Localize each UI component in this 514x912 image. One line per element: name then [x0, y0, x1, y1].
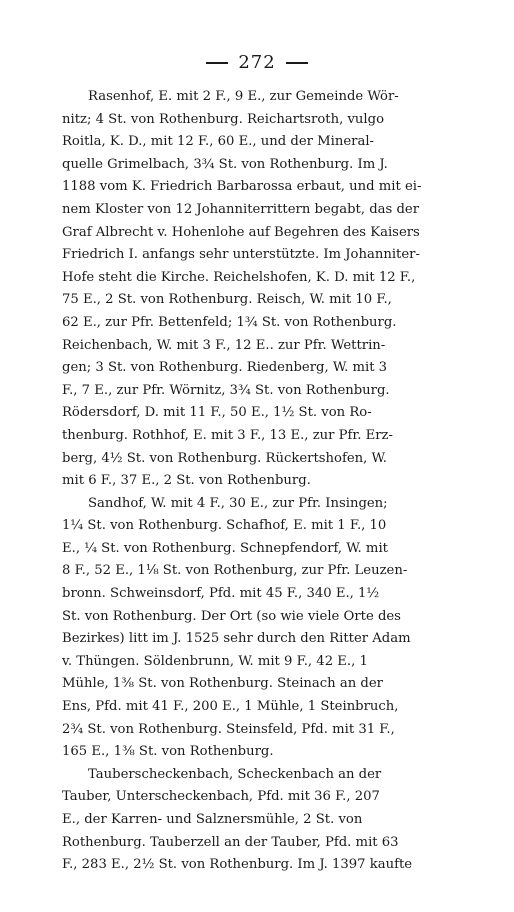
header-dash-right [286, 62, 308, 64]
body-text [62, 86, 462, 877]
text-line: 8 F., 52 E., 1⅛ St. von Rothenburg, zur Pfr. Leuzen- [62, 563, 408, 579]
text-line: Tauber, Unterscheckenbach, Pfd. mit 36 F., 207 [62, 789, 380, 805]
text-line: E., der Karren- und Salznersmühle, 2 St. von [62, 812, 363, 827]
text-line: Friedrich I. anfangs sehr unterstützte. Im Johanniter- [62, 247, 420, 263]
text-line: 1188 vom K. Friedrich Barbarossa erbaut, und mit ei- [62, 179, 422, 195]
text-line: berg, 4½ St. von Rothenburg. Rückertshofen, W. [62, 450, 387, 466]
text-line: mit 6 F., 37 E., 2 St. von Rothenburg. [62, 473, 311, 489]
text-line: Mühle, 1⅜ St. von Rothenburg. Steinach an der [62, 676, 383, 692]
text-line: 62 E., zur Pfr. Bettenfeld; 1¾ St. von Rothenburg. [62, 314, 397, 330]
text-line: thenburg. Rothhof, E. mit 3 F., 13 E., zur Pfr. Erz- [62, 427, 393, 443]
text-line: 1¼ St. von Rothenburg. Schafhof, E. mit 1 F., 10 [62, 518, 387, 534]
text-line: quelle Grimelbach, 3¾ St. von Rothenburg. Im J. [62, 156, 388, 172]
text-line: Rasenhof, E. mit 2 F., 9 E., zur Gemeinde Wör- [88, 89, 399, 104]
text-line: v. Thüngen. Söldenbrunn, W. mit 9 F., 42 E., 1 [62, 653, 368, 669]
text-line: Reichenbach, W. mit 3 F., 12 E.. zur Pfr. Wettrin- [62, 337, 386, 353]
text-line: 165 E., 1⅜ St. von Rothenburg. [62, 744, 274, 760]
text-line: gen; 3 St. von Rothenburg. Riedenberg, W. mit 3 [62, 360, 388, 376]
text-line: bronn. Schweinsdorf, Pfd. mit 45 F., 340 E., 1½ [62, 586, 380, 602]
paragraph-t [62, 764, 462, 877]
text-line: Sandhof, W. mit 4 F., 30 E., zur Pfr. Insingen; [88, 495, 388, 511]
text-line: Hofe steht die Kirche. Reichelshofen, K. D. mit 12 F., [62, 269, 416, 285]
text-line: Ens, Pfd. mit 41 F., 200 E., 1 Mühle, 1 Steinbruch, [62, 699, 399, 715]
text-line: nem Kloster von 12 Johanniterrittern begabt, das der [62, 201, 420, 217]
header-dash-left [206, 62, 228, 64]
text-line: nitz; 4 St. von Rothenburg. Reichartsroth, vulgo [62, 111, 385, 127]
text-line: E., ¼ St. von Rothenburg. Schnepfendorf, W. mit [62, 540, 388, 556]
text-line: F., 7 E., zur Pfr. Wörnitz, 3¾ St. von Rothenburg. [62, 382, 390, 398]
text-line: Rothenburg. Tauberzell an der Tauber, Pfd. mit 63 [62, 834, 399, 850]
text-line: Tauberscheckenbach, Scheckenbach an der [88, 766, 382, 782]
page-header [0, 52, 514, 73]
text-line: F., 283 E., 2½ St. von Rothenburg. Im J. 1397 kaufte [62, 857, 413, 873]
text-line: Rödersdorf, D. mit 11 F., 50 E., 1½ St. von Ro- [62, 405, 372, 421]
text-line: 2¾ St. von Rothenburg. Steinsfeld, Pfd. mit 31 F., [62, 721, 395, 737]
text-line: Roitla, K. D., mit 12 F., 60 E., und der Mineral- [62, 134, 375, 150]
text-line: Bezirkes) litt im J. 1525 sehr durch den Ritter Adam [62, 631, 411, 647]
paragraph-r [62, 86, 462, 493]
text-line: Graf Albrecht v. Hohenlohe auf Begehren des Kaisers [62, 224, 420, 240]
page-number: 272 [238, 52, 276, 73]
paragraph-s [62, 493, 462, 764]
text-line: St. von Rothenburg. Der Ort (so wie viele Orte des [62, 608, 401, 624]
text-line: 75 E., 2 St. von Rothenburg. Reisch, W. mit 10 F., [62, 292, 392, 308]
